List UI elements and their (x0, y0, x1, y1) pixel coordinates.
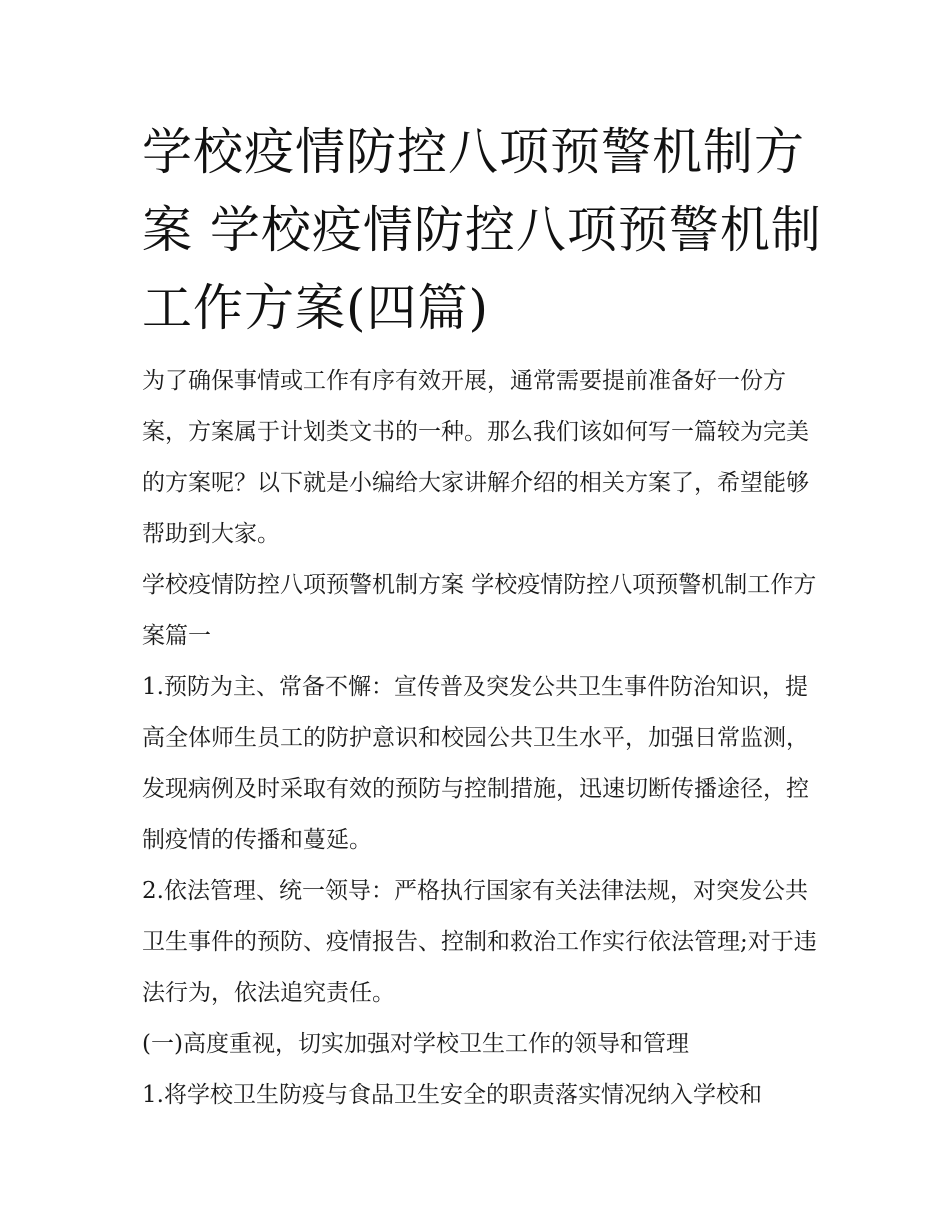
list-item-3: 1.将学校卫生防疫与食品卫生安全的职责落实情况纳入学校和 (142, 1082, 762, 1108)
document-page (142, 113, 822, 1121)
document-title: 学校疫情防控八项预警机制方案 学校疫情防控八项预警机制工作方案(四篇) (142, 123, 822, 337)
intro-paragraph: 为了确保事情或工作有序有效开展，通常需要提前准备好一份方案，方案属于计划类文书的一种。那么我们该如何写一篇较为完美的方案呢？以下就是小编给大家讲解介绍的相关方案了，希望能够帮助到大家。 (142, 368, 809, 547)
section-heading: 学校疫情防控八项预警机制方案 学校疫情防控八项预警机制工作方案篇一 (142, 572, 817, 649)
list-item-2: 2.依法管理、统一领导：严格执行国家有关法律法规，对突发公共卫生事件的预防、疫情报告、控制和救治工作实行依法管理;对于违法行为，依法追究责任。 (142, 878, 817, 1006)
list-item-1: 1.预防为主、常备不懈：宣传普及突发公共卫生事件防治知识，提高全体师生员工的防护意识和校园公共卫生水平，加强日常监测，发现病例及时采取有效的预防与控制措施，迅速切断传播途径，控制疫情的传播和蔓延。 (142, 674, 809, 853)
sub-heading: (一)高度重视，切实加强对学校卫生工作的领导和管理 (142, 1031, 689, 1057)
